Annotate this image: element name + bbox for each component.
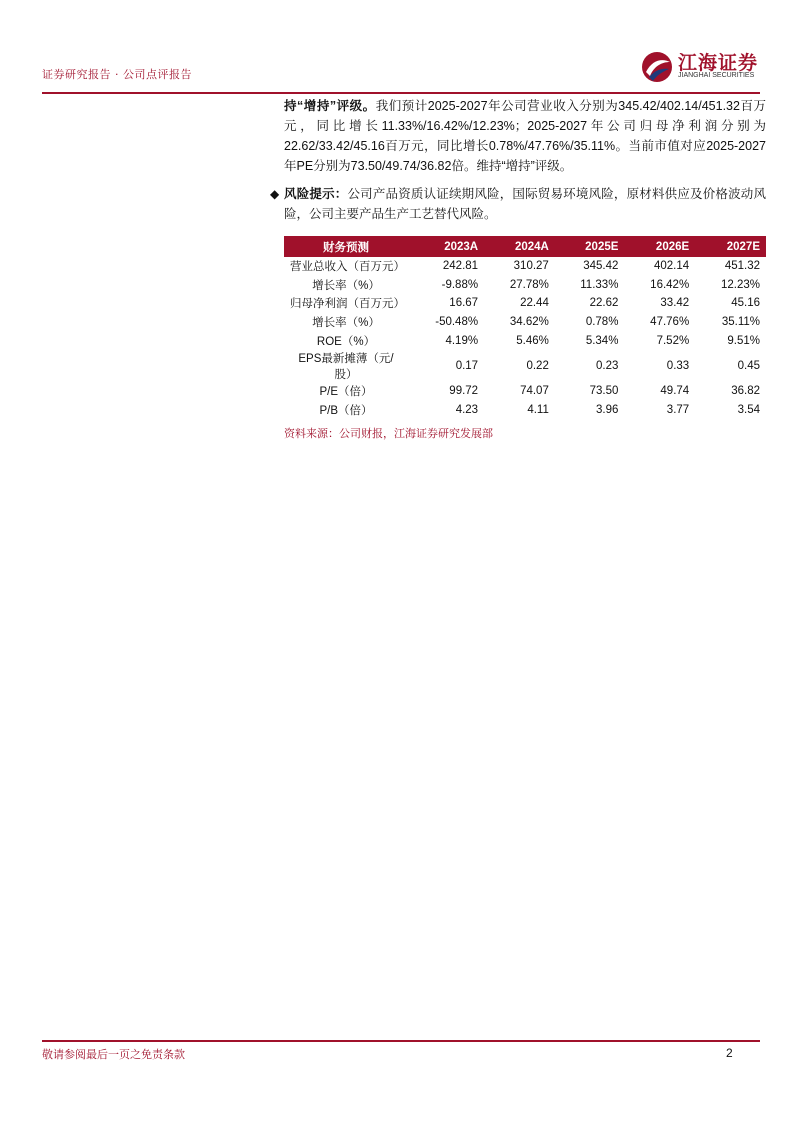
diamond-bullet-icon: ◆ <box>270 187 280 201</box>
table-header-cell: 2027E <box>695 236 766 257</box>
table-row <box>284 294 766 313</box>
risk-paragraph <box>270 184 766 224</box>
table-cell: 3.54 <box>737 403 760 416</box>
table-cell: 35.11% <box>721 316 760 329</box>
footer-disclaimer-link: 敬请参阅最后一页之免责条款 <box>42 1048 185 1061</box>
table-cell: 16.42% <box>650 278 690 291</box>
row-label: 归母净利润（百万元） <box>290 298 405 311</box>
table-cell: 73.50 <box>589 385 619 398</box>
header-divider <box>42 92 760 94</box>
rating-lead: 持“增持”评级。 <box>284 99 376 113</box>
report-type-label: 证券研究报告 · 公司点评报告 <box>42 68 192 81</box>
table-cell: 22.62 <box>589 297 619 310</box>
table-cell: 36.82 <box>731 385 760 398</box>
table-cell: 242.81 <box>442 260 479 273</box>
table-header-cell: 2026E <box>624 236 695 257</box>
table-cell: 22.44 <box>520 297 549 310</box>
table-cell: 7.52% <box>656 334 690 347</box>
rating-text: 我们预计2025-2027年公司营业收入分别为345.42/402.14/451.32百万元，同比增长11.33%/16.42%/12.23%；2025-2027年公司归母净利润分别为22.62/33.42/45.16百万元，同比增长0.78%/47.76%/35.11%。当前市值对应2025-2027年PE分别为73.50/49.74/36.82倍。维持“增持”评级。 <box>284 99 766 173</box>
table-cell: 3.77 <box>666 403 690 416</box>
table-header-row <box>284 236 766 257</box>
table-cell: 74.07 <box>520 385 549 398</box>
table-cell: 0.17 <box>455 359 479 372</box>
logo-text-cn: 江海证券 <box>678 52 759 74</box>
table-cell: 0.78% <box>585 316 619 329</box>
row-label: 增长率（%） <box>312 279 380 292</box>
row-label: 营业总收入（百万元） <box>290 261 405 274</box>
table-cell: 9.51% <box>727 334 760 347</box>
company-logo <box>640 48 759 84</box>
table-cell: -9.88% <box>441 278 479 291</box>
table-cell: 45.16 <box>731 297 760 310</box>
table-cell: -50.48% <box>435 316 479 329</box>
table-row <box>284 257 766 276</box>
table-cell: 33.42 <box>660 297 690 310</box>
table-cell: 0.22 <box>526 359 549 372</box>
table-cell: 4.19% <box>445 334 479 347</box>
table-cell: 0.33 <box>666 359 690 372</box>
table-cell: 34.62% <box>509 316 549 329</box>
table-cell: 27.78% <box>509 278 549 291</box>
table-cell: 47.76% <box>650 316 690 329</box>
table-cell: 345.42 <box>583 260 619 273</box>
table-cell: 310.27 <box>513 260 549 273</box>
table-cell: 0.23 <box>596 359 619 372</box>
table-cell: 4.23 <box>455 403 479 416</box>
row-label: P/B（倍） <box>319 404 373 417</box>
table-cell: 451.32 <box>724 260 760 273</box>
table-row <box>284 350 766 382</box>
table-cell: 0.45 <box>737 359 760 372</box>
row-label: P/E（倍） <box>319 386 373 399</box>
table-header-cell: 财务预测 <box>284 236 408 257</box>
table-cell: 99.72 <box>449 385 479 398</box>
row-label: EPS最新摊薄（元/股） <box>298 352 394 381</box>
financial-forecast-table <box>284 236 766 419</box>
table-header-cell: 2024A <box>484 236 555 257</box>
table-row <box>284 382 766 401</box>
table-cell: 5.46% <box>516 334 549 347</box>
table-row <box>284 331 766 350</box>
row-label: 增长率（%） <box>312 317 380 330</box>
table-cell: 12.23% <box>720 278 760 291</box>
table-source-note: 资料来源：公司财报，江海证券研究发展部 <box>284 428 493 441</box>
table-cell: 11.33% <box>580 278 619 291</box>
risk-text: 公司产品资质认证续期风险，国际贸易环境风险，原材料供应及价格波动风险，公司主要产品生产工艺替代风险。 <box>284 187 766 221</box>
table-cell: 16.67 <box>449 297 479 310</box>
table-row <box>284 313 766 332</box>
table-row <box>284 276 766 295</box>
table-row <box>284 401 766 420</box>
row-label: ROE（%） <box>316 335 376 348</box>
table-header-cell: 2025E <box>555 236 625 257</box>
logo-text-en: JIANGHAI SECURITIES <box>678 72 755 79</box>
table-cell: 5.34% <box>585 334 619 347</box>
table-cell: 402.14 <box>654 260 690 273</box>
risk-label: 风险提示： <box>284 187 348 201</box>
table-cell: 49.74 <box>660 385 690 398</box>
footer-divider <box>42 1040 760 1042</box>
main-content <box>270 96 766 441</box>
rating-paragraph <box>284 96 766 176</box>
table-header-cell: 2023A <box>408 236 484 257</box>
table-cell: 3.96 <box>596 403 619 416</box>
page-number: 2 <box>726 1046 733 1060</box>
jianghai-logo-icon <box>640 50 674 84</box>
table-cell: 4.11 <box>527 403 549 416</box>
